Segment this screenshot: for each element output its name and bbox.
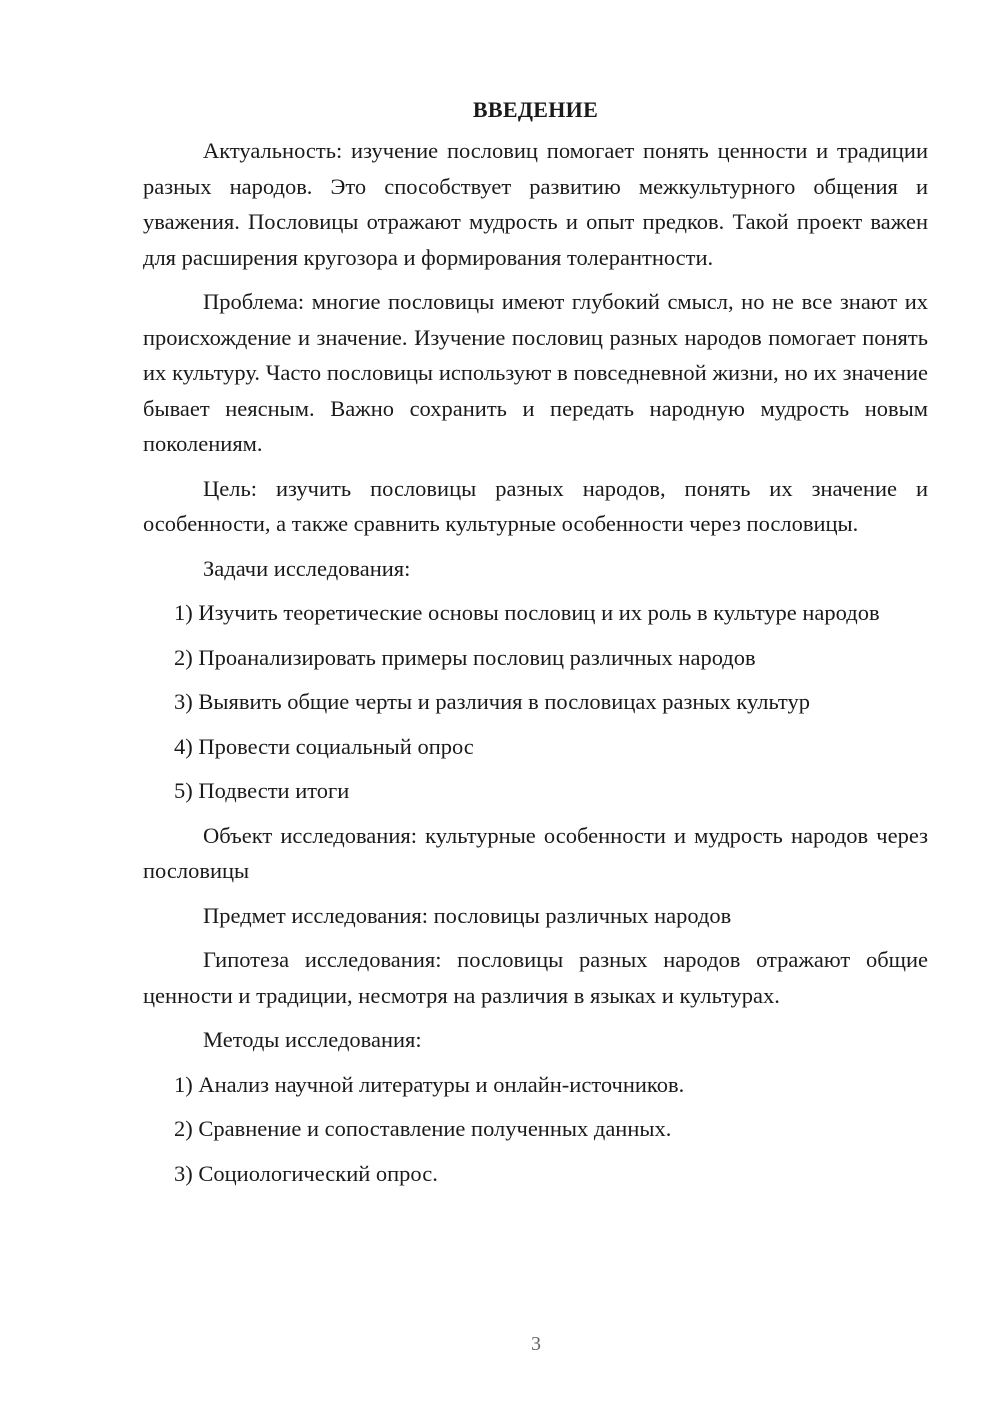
task-item: 4) Провести социальный опрос [174, 733, 474, 759]
page-title: ВВЕДЕНИЕ [472, 97, 599, 122]
hypothesis-paragraph: Гипотеза исследования: пословицы разных народов отражают общие ценности и традиции, несмотря на различия в языках и культурах. [143, 947, 928, 1008]
object-paragraph: Объект исследования: культурные особенности и мудрость народов через пословицы [143, 822, 928, 883]
problem-paragraph: Проблема: многие пословицы имеют глубокий смысл, но не все знают их происхождение и значение. Изучение пословиц разных народов помогает понять их культуру. Часто пословицы используют в повседневной жизни, но их значение бывает неясным. Важно сохранить и передать народную мудрость новым поколениям. [143, 289, 928, 456]
task-item: 3) Выявить общие черты и различия в пословицах разных культур [174, 689, 810, 714]
document-page [143, 92, 928, 1200]
tasks-heading: Задачи исследования: [203, 555, 411, 581]
goal-paragraph: Цель: изучить пословицы разных народов, понять их значение и особенности, а также сравнить культурные особенности через пословицы. [143, 475, 928, 536]
method-item: 1) Анализ научной литературы и онлайн-источников. [174, 1071, 685, 1097]
method-item: 3) Социологический опрос. [174, 1160, 438, 1186]
methods-heading: Методы исследования: [203, 1027, 422, 1052]
task-item: 2) Проанализировать примеры пословиц различных народов [174, 644, 756, 670]
page-number: 3 [531, 1333, 541, 1355]
method-item: 2) Сравнение и сопоставление полученных данных. [174, 1116, 672, 1141]
task-item: 5) Подвести итоги [174, 778, 350, 803]
subject-paragraph: Предмет исследования: пословицы различных народов [203, 902, 732, 928]
relevance-paragraph: Актуальность: изучение пословиц помогает понять ценности и традиции разных народов. Это способствует развитию межкультурного общения и уважения. Пословицы отражают мудрость и опыт предков. Такой проект важен для расширения кругозора и формирования толерантности. [143, 138, 928, 270]
task-item: 1) Изучить теоретические основы пословиц и их роль в культуре народов [174, 600, 880, 625]
